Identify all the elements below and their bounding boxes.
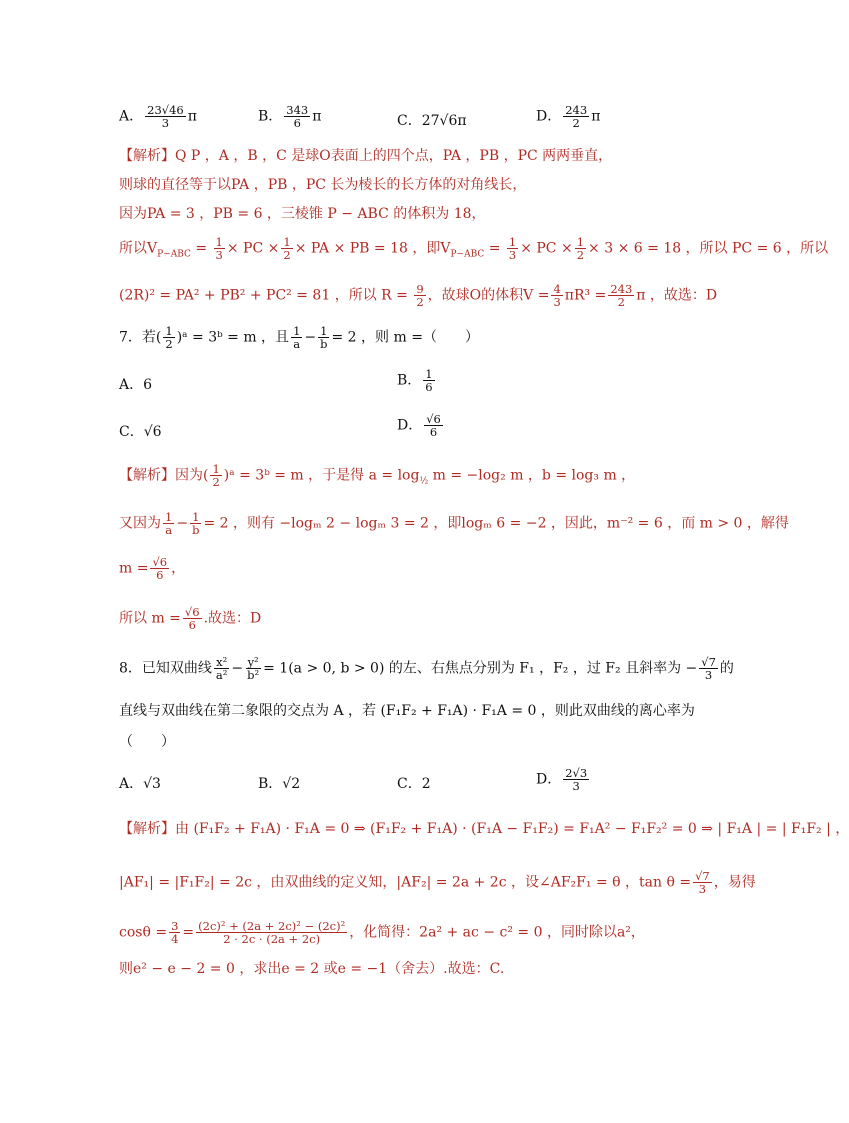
denominator: 3 xyxy=(572,779,580,794)
text: 又因为 xyxy=(119,515,161,532)
numerator: 1 xyxy=(425,367,433,381)
fraction xyxy=(284,104,310,129)
fraction xyxy=(424,413,443,438)
fraction xyxy=(575,236,586,261)
denominator: 6 xyxy=(425,380,433,395)
text: × PC × xyxy=(226,240,280,257)
option-label: C． xyxy=(119,424,144,440)
numerator: 23√46 xyxy=(147,103,184,117)
numerator: 1 xyxy=(165,324,173,338)
fraction xyxy=(210,463,221,488)
text: × PC × xyxy=(520,240,573,257)
denominator: 3 xyxy=(553,295,561,310)
numerator: 243 xyxy=(565,103,588,117)
fraction xyxy=(196,920,347,945)
fraction xyxy=(291,325,302,350)
q8-option-d xyxy=(536,767,591,792)
numerator: y² xyxy=(247,655,259,669)
option-label: D． xyxy=(536,771,562,788)
q6-analysis-line-5 xyxy=(119,283,717,308)
q6-option-a xyxy=(119,104,197,129)
option-text: √6 xyxy=(143,424,162,440)
fraction xyxy=(693,870,712,895)
q7-analysis-line-1 xyxy=(119,463,635,488)
fraction xyxy=(563,104,589,129)
text: = 2 ，则 m =（ ） xyxy=(331,329,479,346)
text: = 2 ，则有 −logₘ 2 − logₘ 3 = 2 ，即logₘ 6 = −2 ，因此，m⁻² = 6 ，而 m > 0 ，解得 xyxy=(203,515,789,532)
text: 8．已知双曲线 xyxy=(119,660,212,677)
text: 因为( xyxy=(175,467,209,484)
fraction xyxy=(163,325,174,350)
q7-option-a xyxy=(119,374,152,394)
numerator: 1 xyxy=(320,324,328,338)
denominator: 3 xyxy=(698,882,707,897)
q8-analysis-line-1 xyxy=(119,822,849,836)
text: m = −log₂ m ，b = log₃ m ， xyxy=(428,467,636,484)
option-text: 2 xyxy=(421,776,431,792)
q7-analysis-line-3 xyxy=(119,556,185,581)
numerator: 2√3 xyxy=(565,766,588,780)
denominator: 6 xyxy=(429,425,438,440)
text: 直线与双曲线在第二象限的交点为 A ，若 (F₁F₂ + F₁A) · F₁A = 0 ，则此双曲线的离心率为 xyxy=(119,703,695,719)
numerator: 1 xyxy=(212,462,220,476)
q8-option-c xyxy=(397,773,431,793)
denominator: 2 xyxy=(572,116,580,131)
text: |AF₁| = |F₁F₂| = 2c ，由双曲线的定义知，|AF₂| = 2a + 2c ，设∠AF₂F₁ = θ ，tan θ = xyxy=(119,874,692,891)
q8-stem-line-3 xyxy=(119,735,175,749)
denominator: 6 xyxy=(156,568,164,583)
q7-option-d xyxy=(397,413,445,438)
text: × 3 × 6 = 18 ，所以 PC = 6 ，所以 xyxy=(588,240,829,257)
denominator: b xyxy=(192,523,200,538)
q7-option-b xyxy=(397,368,437,393)
q8-option-a xyxy=(119,773,161,793)
numerator: 1 xyxy=(165,510,173,524)
denominator: 3 xyxy=(704,668,713,683)
fraction xyxy=(150,556,169,581)
denominator: 4 xyxy=(171,932,179,947)
numerator: √7 xyxy=(701,655,716,669)
fraction xyxy=(608,283,634,308)
fraction xyxy=(169,920,180,945)
fraction xyxy=(423,368,434,393)
analysis-tag: 【解析】 xyxy=(119,821,175,837)
analysis-text: 由 (F₁F₂ + F₁A) · F₁A = 0 ⇒ (F₁F₂ + F₁A) · (F₁A − F₁F₂) = F₁A² − F₁F₂² = 0 ⇒ | F₁A | = | F₁F₂ | ， xyxy=(175,821,849,837)
denominator: 3 xyxy=(215,248,223,263)
text: = xyxy=(195,240,212,257)
text: π ，故选：D xyxy=(636,287,718,304)
denominator: a² xyxy=(215,668,228,683)
text: cosθ = xyxy=(119,924,168,941)
option-label: A． xyxy=(119,776,144,792)
text: × PA × PB = 18 ，即V xyxy=(294,240,451,257)
numerator: 1 xyxy=(215,235,223,249)
text: 7．若( xyxy=(119,329,162,346)
text: − xyxy=(231,660,244,677)
numerator: 1 xyxy=(508,235,517,249)
q6-analysis-line-2 xyxy=(119,178,526,192)
text: = xyxy=(488,240,501,257)
option-label: C． xyxy=(397,776,422,792)
q6-analysis-line-4 xyxy=(119,236,828,261)
denominator: a xyxy=(293,337,301,352)
text: m = xyxy=(119,560,149,577)
q8-stem-line-1 xyxy=(119,656,734,681)
fraction xyxy=(699,656,718,681)
numerator: x² xyxy=(216,655,228,669)
q7-stem xyxy=(119,325,479,350)
option-text: √2 xyxy=(282,776,301,792)
option-text: 6 xyxy=(143,377,153,393)
fraction xyxy=(318,325,329,350)
text: = xyxy=(182,924,195,941)
text: )ᵃ = 3ᵇ = m ，于是得 a = log xyxy=(223,467,420,484)
subscript: P−ABC xyxy=(450,249,485,260)
option-tail: π xyxy=(591,108,601,125)
fraction xyxy=(414,283,425,308)
fraction xyxy=(214,236,225,261)
option-text: 27√6π xyxy=(421,113,467,129)
q7-option-c xyxy=(119,421,162,441)
numerator: 343 xyxy=(286,103,309,117)
fraction xyxy=(145,104,186,129)
numerator: 1 xyxy=(283,235,291,249)
numerator: √6 xyxy=(184,605,200,619)
fraction xyxy=(163,511,174,536)
option-tail: π xyxy=(312,108,322,125)
text: 所以V xyxy=(119,240,158,257)
analysis-text: Q P ，A ，B ，C 是球O表面上的四个点，PA ，PB ，PC 两两垂直， xyxy=(175,148,613,164)
denominator: 2 xyxy=(617,295,625,310)
option-label: A． xyxy=(119,377,144,393)
q8-analysis-line-4 xyxy=(119,962,504,976)
denominator: 2 xyxy=(576,248,585,263)
q6-option-d xyxy=(536,104,600,129)
denominator: 6 xyxy=(188,618,196,633)
option-text: √3 xyxy=(143,776,161,792)
option-label: B． xyxy=(258,776,283,792)
subscript: P−ABC xyxy=(157,249,191,260)
fraction xyxy=(190,511,201,536)
numerator: 9 xyxy=(416,282,424,296)
q6-option-c xyxy=(397,110,467,130)
fraction xyxy=(551,283,562,308)
analysis-text: 因为PA = 3 ，PB = 6 ，三棱锥 P − ABC 的体积为 18， xyxy=(119,206,486,222)
fraction xyxy=(245,656,261,681)
q8-analysis-line-3 xyxy=(119,920,645,945)
q6-analysis-line-1 xyxy=(119,149,612,163)
analysis-tag: 【解析】 xyxy=(119,148,175,164)
numerator: 1 xyxy=(192,510,200,524)
subscript: ½ xyxy=(419,476,429,487)
denominator: 2 xyxy=(283,248,291,263)
text: )ᵃ = 3ᵇ = m ，且 xyxy=(176,329,290,346)
fraction xyxy=(563,767,589,792)
denominator: 3 xyxy=(161,116,170,131)
option-tail: π xyxy=(187,108,197,125)
q8-option-b xyxy=(258,773,300,793)
fraction xyxy=(507,236,518,261)
q7-analysis-line-2 xyxy=(119,511,789,536)
denominator: a xyxy=(165,523,173,538)
option-label: C． xyxy=(397,113,422,129)
text: .故选：D xyxy=(203,610,262,627)
denominator: 2 · 2c · (2a + 2c) xyxy=(223,932,321,947)
q8-analysis-line-2 xyxy=(119,870,756,895)
denominator: 6 xyxy=(293,116,301,131)
denominator: b² xyxy=(247,668,260,683)
text: − xyxy=(304,329,317,346)
q8-stem-line-2 xyxy=(119,704,695,718)
numerator: 243 xyxy=(610,282,633,296)
text: ，故球O的体积V = xyxy=(427,287,550,304)
text: ，化简得：2a² + ac − c² = 0 ，同时除以a²， xyxy=(349,924,645,941)
text: − xyxy=(176,515,189,532)
option-label: D． xyxy=(536,108,562,125)
analysis-tag: 【解析】 xyxy=(119,467,175,484)
denominator: 2 xyxy=(212,475,220,490)
q6-analysis-line-3 xyxy=(119,207,486,221)
numerator: 1 xyxy=(576,235,585,249)
fraction xyxy=(281,236,292,261)
analysis-text: 则球的直径等于以PA ，PB ，PC 长为棱长的长方体的对角线长， xyxy=(119,177,527,193)
text: ，易得 xyxy=(713,874,756,891)
numerator: 3 xyxy=(171,919,179,933)
q7-analysis-line-4 xyxy=(119,606,261,631)
text: ， xyxy=(171,560,186,577)
numerator: √6 xyxy=(152,555,168,569)
text: = 1(a > 0, b > 0) 的左、右焦点分别为 F₁ ，F₂ ，过 F₂ 且斜率为 − xyxy=(263,660,698,677)
fraction xyxy=(183,606,202,631)
denominator: 2 xyxy=(416,295,424,310)
numerator: √7 xyxy=(695,869,710,883)
text: （ ） xyxy=(119,734,175,750)
option-label: B． xyxy=(397,372,422,389)
denominator: b xyxy=(320,337,328,352)
option-label: D． xyxy=(397,417,423,434)
text: πR³ = xyxy=(564,287,607,304)
denominator: 2 xyxy=(165,337,173,352)
option-label: A． xyxy=(119,108,144,125)
numerator: 4 xyxy=(553,282,561,296)
analysis-text: 则e² − e − 2 = 0 ，求出e = 2 或e = −1（舍去）.故选：C. xyxy=(119,961,505,977)
text: (2R)² = PA² + PB² + PC² = 81 ，所以 R = xyxy=(119,287,408,304)
fraction xyxy=(214,656,229,681)
text: 的 xyxy=(719,660,734,677)
numerator: √6 xyxy=(426,412,441,426)
denominator: 3 xyxy=(508,248,517,263)
numerator: (2c)² + (2a + 2c)² − (2c)² xyxy=(198,919,346,933)
option-label: B． xyxy=(258,108,283,125)
q6-option-b xyxy=(258,104,321,129)
numerator: 1 xyxy=(293,324,301,338)
text: 所以 m = xyxy=(119,610,181,627)
